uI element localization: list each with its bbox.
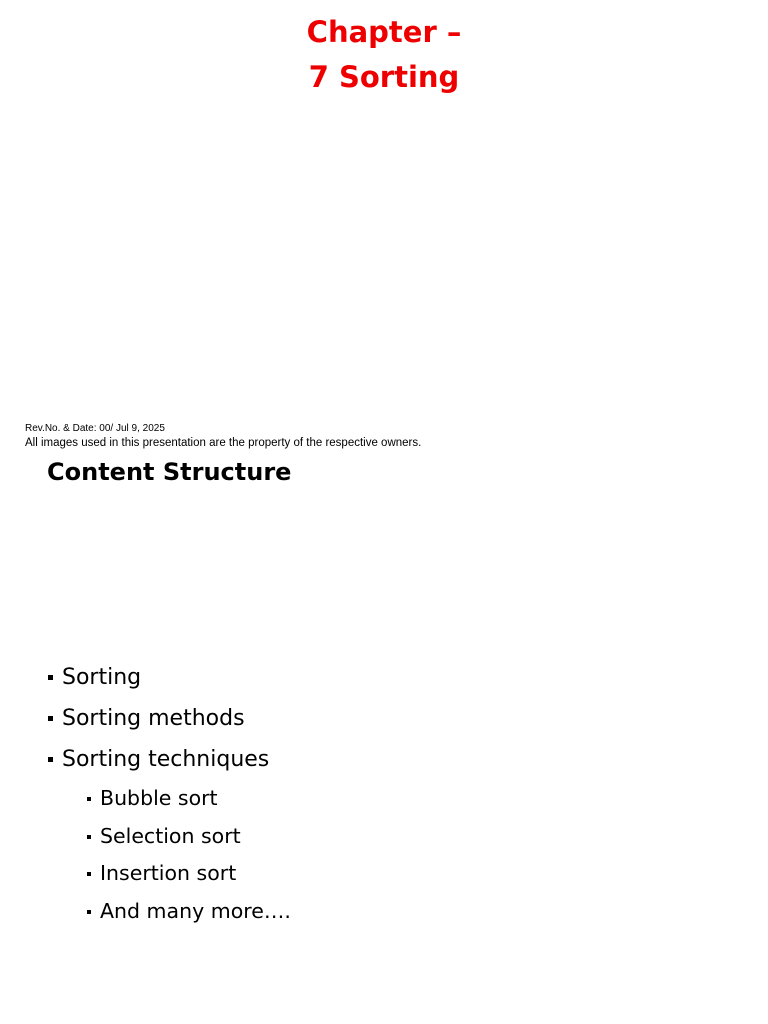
content-structure-title: Content Structure [47, 458, 292, 486]
chapter-title-line-2: 7 Sorting [308, 60, 460, 94]
chapter-title-line-1: Chapter – [306, 15, 462, 49]
slide-footer [25, 422, 421, 450]
bullet-item: Sorting techniques [46, 739, 291, 780]
copyright-notice: All images used in this presentation are the property of the respective owners. [25, 437, 422, 449]
sub-bullet-item: Selection sort [46, 818, 291, 856]
sub-bullet-item: Insertion sort [46, 855, 291, 893]
content-slide [0, 452, 768, 1024]
revision-date: Rev.No. & Date: 00/ Jul 9, 2025 [25, 423, 165, 434]
bullet-item: Sorting methods [46, 698, 291, 739]
chapter-title [0, 10, 768, 100]
title-slide [0, 0, 768, 452]
bullet-list [46, 657, 291, 930]
bullet-item: Sorting [46, 657, 291, 698]
sub-bullet-item: And many more…. [46, 893, 291, 931]
sub-bullet-item: Bubble sort [46, 780, 291, 818]
